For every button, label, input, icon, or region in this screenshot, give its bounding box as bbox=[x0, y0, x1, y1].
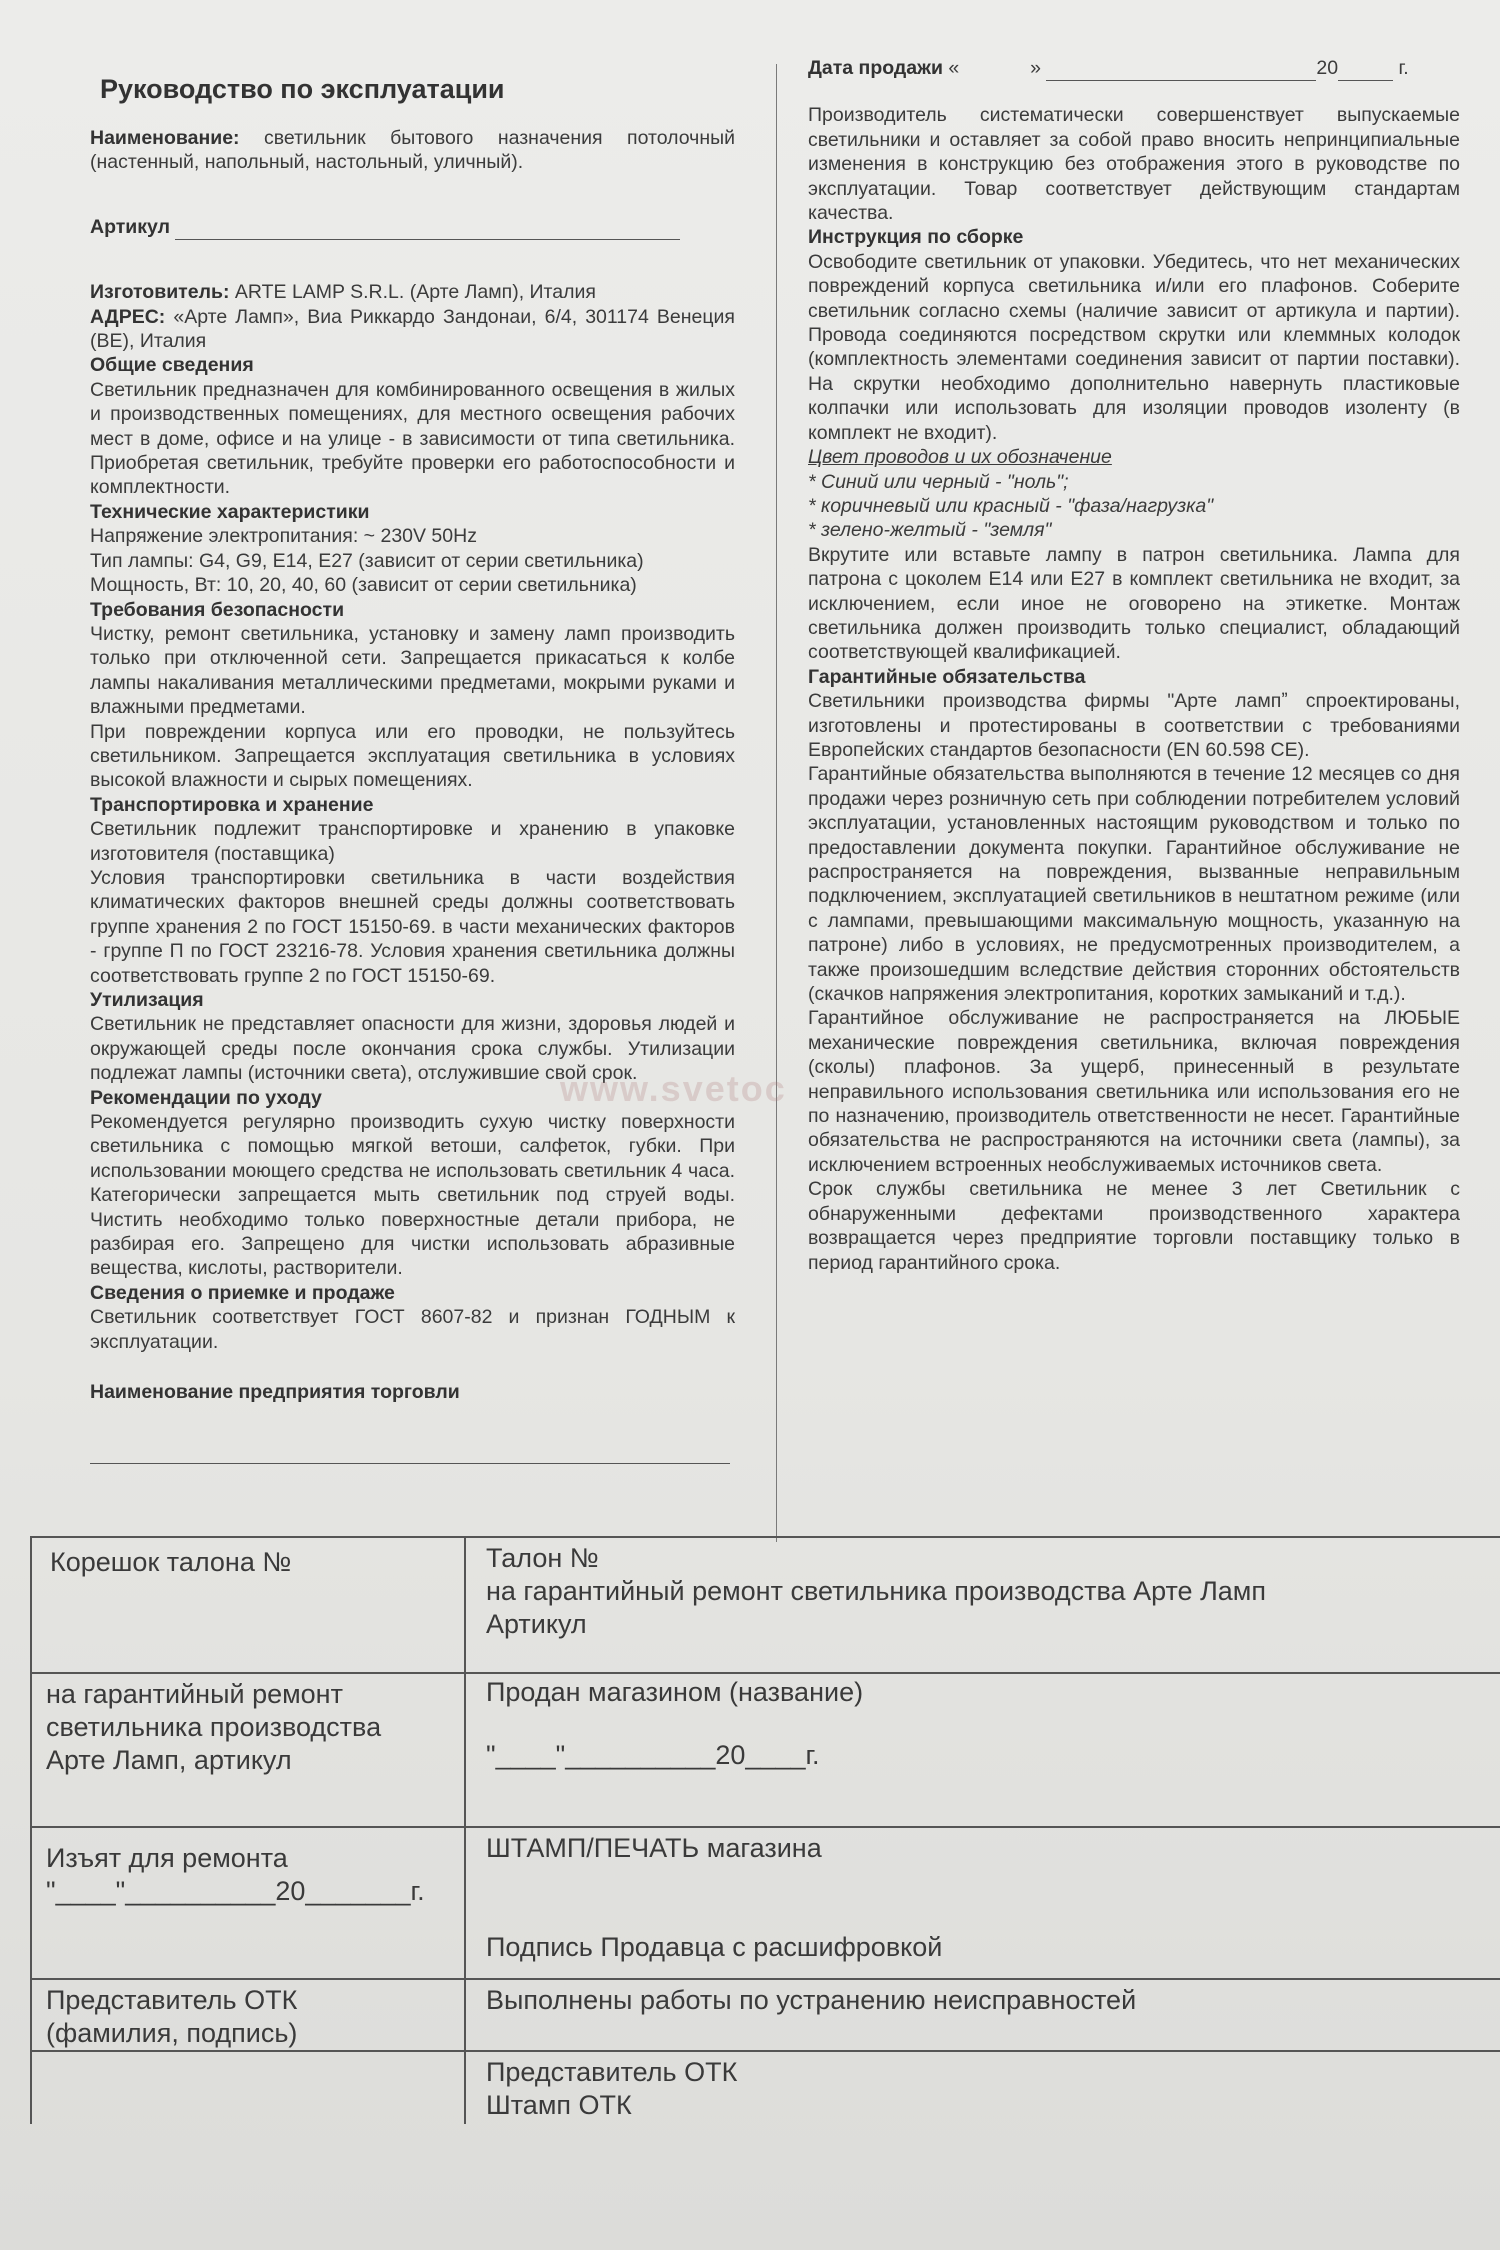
sale-year: 20 bbox=[1316, 57, 1339, 79]
paragraph: Условия транспортировки светильника в части воздействия климатических факторов внешней среды должны соответствовать группе хранения 2 по ГОСТ 15150-69. в части механических факторов - группе П по ГОСТ 23216-78. Условия хранения светильника должны соответствовать группе 2 по ГОСТ 15150-69. bbox=[90, 866, 735, 987]
article-label: Артикул bbox=[90, 215, 171, 238]
sale-date-blank[interactable] bbox=[1046, 56, 1316, 81]
sold-by-label: Продан магазином (название) bbox=[486, 1677, 864, 1707]
paragraph: Гарантийные обязательства выполняются в течение 12 месяцев со дня продажи через розничную сеть при соблюдении потребителем условий эксплуатации, установленных настоящим руководством и только по предоставлении документа покупки. Гарантийное обслуживание не распространяется на повреждения, вызванные неправильным подключением, эксплуатацией светильников в нештатном режиме (или с лампами, превышающими максимальную мощность, указанную на патроне) либо в условиях, не предусмотренных производителем, а также произошедшим вследствие действия сторонних обстоятельств (скачков напряжения электропитания, коротких замыканий и т.д.). bbox=[808, 763, 1460, 1006]
talon-title: на гарантийный ремонт светильника производства Арте Ламп bbox=[486, 1576, 1266, 1606]
paragraph: Чистку, ремонт светильника, установку и замену ламп производить только при отключенной сети. Запрещается прикасаться к колбе лампы накаливания металлическими предметами, мокрыми руками и влажными предметами. bbox=[90, 622, 735, 719]
repair-line: светильника производства bbox=[46, 1712, 382, 1742]
wire-line: * зелено-желтый - "земля" bbox=[808, 519, 1052, 542]
sale-close-quote: » bbox=[1030, 57, 1041, 79]
warranty-coupon-table bbox=[30, 1536, 1500, 2124]
repairs-done-label: Выполнены работы по устранению неисправностей bbox=[486, 1985, 1137, 2015]
paragraph: Светильник подлежит транспортировке и хранению в упаковке изготовителя (поставщика) bbox=[90, 818, 735, 865]
naming bbox=[90, 126, 735, 175]
sold-by-cell bbox=[472, 1672, 1492, 1776]
repair-line: на гарантийный ремонт bbox=[46, 1679, 343, 1709]
section-heading: Требования безопасности bbox=[90, 598, 345, 621]
paragraph: Рекомендуется регулярно производить сухую чистку поверхности светильника с помощью мягкой ветоши, салфеток, губки. При использовании моющего средства не использовать светильник 4 часа. Категорически запрещается мыть светильник под струей воды. Чистить необходимо только поверхностные детали прибора, не разбирая его. Запрещено для чистки использовать абразивные вещества, кислоты, растворители. bbox=[90, 1111, 735, 1280]
section-heading: Утилизация bbox=[90, 989, 204, 1011]
stamp-cell bbox=[472, 1828, 1492, 1968]
repair-line: Арте Ламп, артикул bbox=[46, 1745, 292, 1775]
paragraph: При повреждении корпуса или его проводки, не пользуйтесь светильником. Запрещается эксплуатация светильника в условиях высокой влажности и сырых помещениях. bbox=[90, 720, 735, 792]
wire-line: * Синий или черный - "ноль"; bbox=[808, 470, 1069, 493]
paragraph: Вкрутите или вставьте лампу в патрон светильника. Лампа для патрона с цоколем E14 или E27 в комплект светильника не входит, за исключением, если иное не оговорено на этикетке. Монтаж светильника должен производить только специалист, обладающий соответствующей квалификацией. bbox=[808, 543, 1460, 664]
sale-year-suffix: г. bbox=[1398, 57, 1409, 79]
section-heading: Транспортировка и хранение bbox=[90, 793, 374, 816]
naming-text: светильник бытового назначения потолочный (настенный, напольный, настольный, уличный). bbox=[90, 127, 735, 174]
trade-blank[interactable] bbox=[90, 1439, 730, 1464]
withdrawn-date[interactable]: "____"__________20_______г. bbox=[46, 1876, 425, 1906]
section-heading: Гарантийные обязательства bbox=[808, 665, 1086, 688]
coupon-stub-cell bbox=[36, 1542, 456, 1583]
table-vertical-rule bbox=[464, 1538, 466, 2124]
paragraph: Освободите светильник от упаковки. Убедитесь, что нет механических повреждений корпуса светильника и/или его плафонов. Соберите светильник согласно схемы (наличие зависит от артикула и партии). Провода соединяются посредством скрутки или клеммных колодок (комплектность элементами соединения зависит от партии поставки). На скрутки необходимо дополнительно навернуть пластиковые колпачки или использовать для изоляции проводов изоленту (в комплект не входит). bbox=[808, 250, 1460, 444]
article-row bbox=[90, 215, 735, 240]
section-heading: Технические характеристики bbox=[90, 500, 370, 523]
otk-stamp-cell bbox=[472, 2052, 1492, 2126]
stamp-label: ШТАМП/ПЕЧАТЬ магазина bbox=[486, 1833, 822, 1863]
sale-open-quote: « bbox=[948, 57, 960, 79]
paragraph: Светильник предназначен для комбинированного освещения в жилых и производственных помещениях, для местного освещения рабочих мест в доме, офисе и на улице - в зависимости от типа светильника. Приобретая светильник, требуйте проверки его работоспособности и комплектности. bbox=[90, 378, 735, 499]
sale-year-blank[interactable] bbox=[1338, 56, 1393, 81]
spec-line: Тип лампы: G4, G9, E14, E27 (зависит от серии светильника) bbox=[90, 549, 644, 572]
left-column bbox=[90, 60, 735, 1464]
spec-line: Мощность, Вт: 10, 20, 40, 60 (зависит от серии светильника) bbox=[90, 574, 637, 597]
right-column bbox=[808, 56, 1460, 1275]
talon-number: Талон № bbox=[486, 1543, 599, 1573]
otk-cell bbox=[32, 1980, 462, 2054]
page-title: Руководство по эксплуатации bbox=[100, 74, 505, 104]
section-heading: Рекомендации по уходу bbox=[90, 1086, 322, 1109]
seller-sign-label: Подпись Продавца с расшифровкой bbox=[486, 1932, 943, 1962]
section-heading: Сведения о приемке и продаже bbox=[90, 1281, 395, 1304]
sold-date[interactable]: "____"__________20____г. bbox=[486, 1740, 820, 1770]
otk-sublabel: (фамилия, подпись) bbox=[46, 2018, 298, 2048]
address-text: «Арте Ламп», Виа Риккардо Зандонаи, 6/4, 301174 Венеция (ВЕ), Италия bbox=[90, 305, 735, 353]
maker-text: ARTE LAMP S.R.L. (Арте Ламп), Италия bbox=[234, 281, 596, 304]
address-label: АДРЕС: bbox=[90, 305, 166, 328]
paragraph: Гарантийное обслуживание не распространяется на ЛЮБЫЕ механические повреждения светильника, включая повреждения (сколы) плафонов. За ущерб, принесенный в результате неправильного использования светильника или использования его не по назначению, производитель ответственности не несет. Гарантийные обязательства не распространяются на источники света (лампы), за исключением встроенных необслуживаемых источников света. bbox=[808, 1007, 1460, 1176]
wire-line: * коричневый или красный - "фаза/нагрузка" bbox=[808, 494, 1214, 517]
talon-cell bbox=[472, 1538, 1492, 1645]
section-heading: Инструкция по сборке bbox=[808, 226, 1024, 249]
address bbox=[90, 305, 735, 354]
paragraph: Срок службы светильника не менее 3 лет Светильник с обнаруженными дефектами производственного характера возвращается через предприятие торговли поставщику только в период гарантийного срока. bbox=[808, 1178, 1460, 1274]
talon-article: Артикул bbox=[486, 1609, 587, 1639]
article-blank[interactable] bbox=[175, 215, 680, 240]
withdrawn-label: Изъят для ремонта bbox=[46, 1843, 288, 1873]
maker-label: Изготовитель: bbox=[90, 281, 230, 304]
otk-stamp-label: Штамп ОТК bbox=[486, 2090, 632, 2120]
section-heading: Общие сведения bbox=[90, 354, 254, 377]
otk-label: Представитель ОТК bbox=[46, 1985, 298, 2015]
trade-label: Наименование предприятия торговли bbox=[90, 1381, 460, 1404]
repairs-done-cell bbox=[472, 1980, 1492, 2021]
watermark-text: www.svetoc bbox=[560, 1068, 787, 1109]
withdrawn-cell bbox=[32, 1838, 462, 1912]
spec-line: Напряжение электропитания: ~ 230V 50Hz bbox=[90, 525, 477, 548]
paragraph: Производитель систематически совершенствует выпускаемые светильники и оставляет за собой право вносить непринципиальные изменения в конструкцию без отображения этого в руководстве по эксплуатации. Товар соответствует действующим стандартам качества. bbox=[808, 104, 1460, 225]
maker bbox=[90, 280, 735, 304]
wires-heading: Цвет проводов и их обозначение bbox=[808, 446, 1112, 469]
otk-representative: Представитель ОТК bbox=[486, 2057, 738, 2087]
naming-label: Наименование: bbox=[90, 127, 240, 149]
paragraph: Светильники производства фирмы "Арте лампˮ спроектированы, изготовлены и протестированы в соответствии с требованиями Европейских стандартов безопасности (EN 60.598 CE). bbox=[808, 690, 1460, 761]
paragraph: Светильник соответствует ГОСТ 8607-82 и признан ГОДНЫМ к эксплуатации. bbox=[90, 1306, 735, 1353]
column-divider bbox=[776, 64, 777, 1542]
paragraph: Светильник не представляет опасности для жизни, здоровья людей и окружающей среды после окончания срока службы. Утилизации подлежат лампы (источники света), отслужившие свой срок. bbox=[90, 1013, 735, 1085]
sale-date-label: Дата продажи bbox=[808, 57, 943, 79]
sale-date-row bbox=[808, 56, 1460, 81]
stub-label: Корешок талона № bbox=[50, 1547, 292, 1577]
repair-cell bbox=[32, 1674, 452, 1781]
